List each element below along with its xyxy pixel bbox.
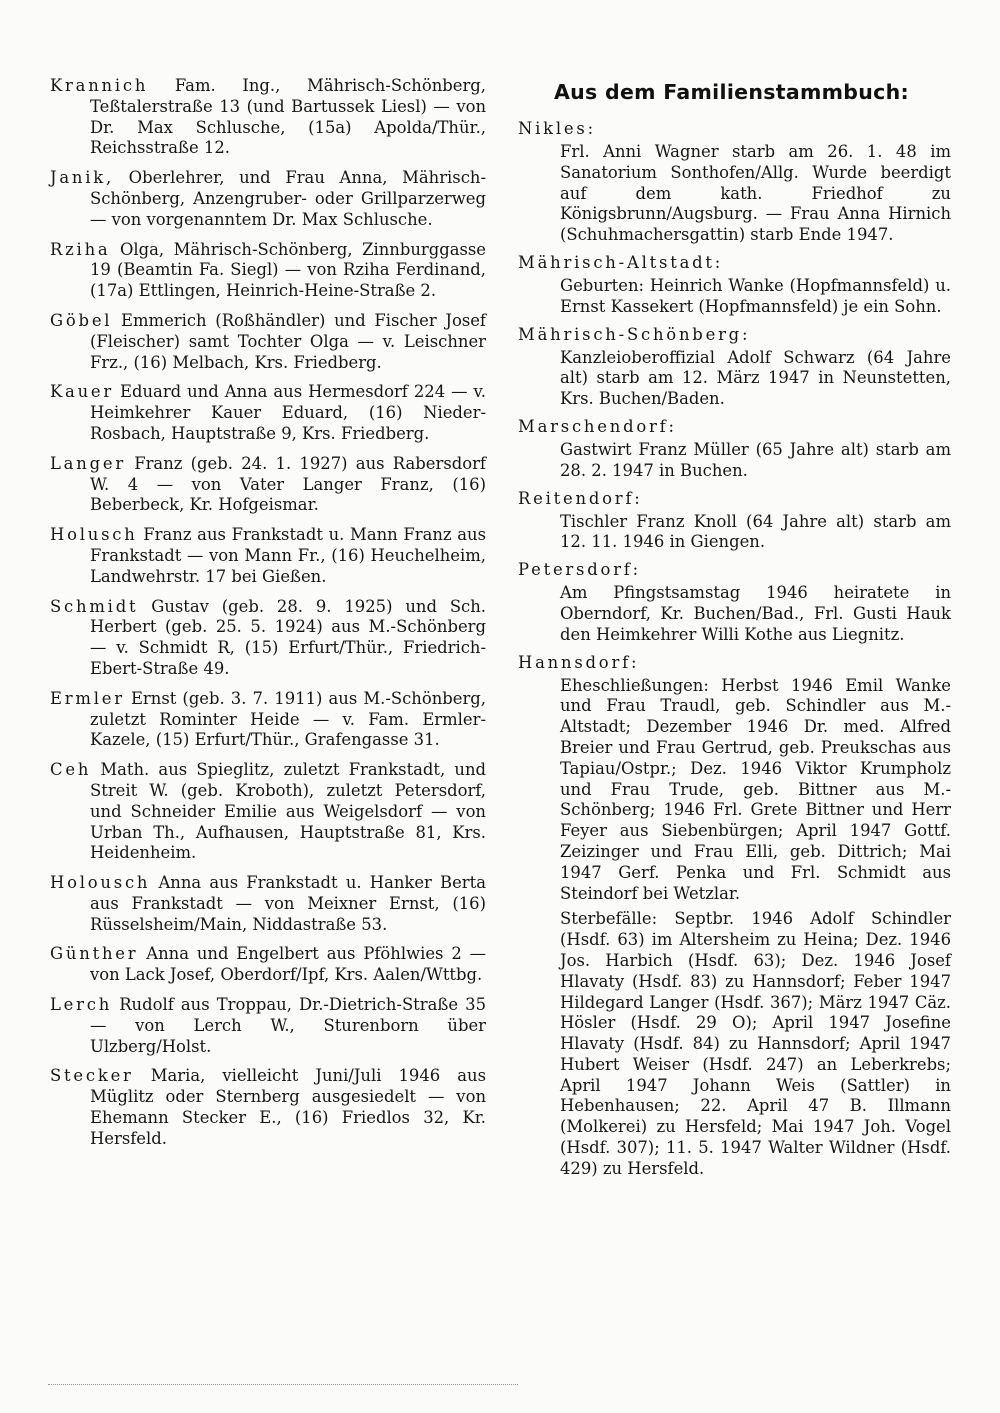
entry-text: Anna und Engelbert aus Pföhlwies 2 — von Lack Josef, Oberdorf/Ipf, Krs. Aalen/Wttbg. [90,944,486,985]
place-name: Reitendorf: [518,488,643,508]
entry-name: Langer [50,453,126,473]
search-entry [50,1066,486,1149]
place-name: Mährisch-Altstadt: [518,252,724,272]
place-section [518,416,951,482]
entry-name: Krannich [50,76,149,95]
family-register-column [518,76,951,1186]
entry-text: Anna aus Frankstadt u. Hanker Berta aus Frankstadt — von Meixner Ernst, (16) Rüsselsheim/Main, Niddastraße 53. [90,873,486,934]
search-entry [50,760,486,864]
search-entry [50,689,486,751]
entry-name: Ermler [50,688,125,708]
entry-text: Math. aus Spieglitz, zuletzt Frankstadt, und Streit W. (geb. Kroboth), zuletzt Petersdorf, und Schneider Emilie aus Weigelsdorf — von Urban Th., Aufhausen, Hauptstraße 81, Krs. Heidenheim. [90,760,486,863]
entry-text: Eduard und Anna aus Hermesdorf 224 — v. Heimkehrer Kauer Eduard, (16) Nieder-Rosbach, Hauptstraße 9, Krs. Friedberg. [90,382,486,443]
entry-name: Göbel [50,310,113,330]
footer-divider [48,1384,518,1385]
entry-name: Stecker [50,1066,134,1086]
entry-text: Rudolf aus Troppau, Dr.-Dietrich-Straße 35 — von Lerch W., Sturenborn über Ulzberg/Holst. [90,995,486,1056]
search-entry [50,525,486,587]
place-name: Petersdorf: [518,560,641,580]
entry-text: Maria, vielleicht Juni/Juli 1946 aus Müglitz oder Sternberg ausgesiedelt — von Ehemann Stecker E., (16) Friedlos 32, Kr. Hersfeld. [90,1066,486,1148]
search-entry [50,995,486,1057]
register-paragraph: Frl. Anni Wagner starb am 26. 1. 48 im Sanatorium Sonthofen/Allg. Wurde beerdigt auf dem kath. Friedhof zu Königsbrunn/Augsburg. — Frau Anna Hirnich (Schuhmachersgattin) starb Ende 1947. [560,142,951,245]
search-entry [50,597,486,680]
entry-text: Gustav (geb. 28. 9. 1925) und Sch. Herbert (geb. 25. 5. 1924) aus M.-Schönberg — v. Schmidt R, (15) Erfurt/Thür., Friedrich-Ebert-Straße 49. [90,596,486,678]
place-section [518,652,951,1180]
entry-text: Emmerich (Roßhändler) und Fischer Josef (Fleischer) samt Tochter Olga — v. Leischner Frz., (16) Melbach, Krs. Friedberg. [90,310,486,372]
register-paragraph: Eheschließungen: Herbst 1946 Emil Wanke und Frau Traudl, geb. Schindler aus M.-Altstadt; Dezember 1946 Dr. med. Alfred Breier und Frau Gertrud, geb. Preukschas aus Tapiau/Ostpr.; Dez. 1946 Viktor Krumpholz und Frau Trude, geb. Bittner aus M.-Schönberg; 1946 Frl. Grete Bittner und Herr Feyer aus Siebenbürgen; April 1947 Gottf. Zeizinger und Frau Elli, geb. Dittrich; Mai 1947 Gerf. Penka und Frl. Schmidt aus Steindorf bei Wetzlar. [560,675,951,903]
register-paragraph: Gastwirt Franz Müller (65 Jahre alt) starb am 28. 2. 1947 in Buchen. [560,439,951,480]
entry-text: Franz aus Frankstadt u. Mann Franz aus Frankstadt — von Mann Fr., (16) Heuchelheim, Landwehrstr. 17 bei Gießen. [90,525,486,586]
place-section [518,559,951,645]
register-paragraph: Geburten: Heinrich Wanke (Hopfmannsfeld) u. Ernst Kassekert (Hopfmannsfeld) je ein Sohn. [560,275,951,316]
search-entry [50,944,486,986]
search-entry [50,76,486,159]
entry-name: Holousch [50,873,151,893]
place-section [518,324,951,410]
entry-name: Lerch [50,995,113,1015]
entry-name: Holusch [50,525,138,545]
entry-name: Kauer [50,382,115,402]
search-entry [50,382,486,444]
register-paragraph: Kanzleioberoffizial Adolf Schwarz (64 Jahre alt) starb am 12. März 1947 in Neunstetten, Krs. Buchen/Baden. [560,347,951,409]
register-paragraph: Tischler Franz Knoll (64 Jahre alt) starb am 12. 11. 1946 in Giengen. [560,511,951,552]
entry-name: Janik, [50,168,115,188]
entry-text: Olga, Mährisch-Schönberg, Zinnburggasse 19 (Beamtin Fa. Siegl) — von Rziha Ferdinand, (17a) Ettlingen, Heinrich-Heine-Straße 2. [90,239,486,301]
search-entry [50,240,486,302]
entry-text: Fam. Ing., Mährisch-Schönberg, Teßtalerstraße 13 (und Bartussek Liesl) — von Dr. Max Schlusche, (15a) Apolda/Thür., Reichsstraße 12. [90,76,486,158]
entry-name: Günther [50,944,139,964]
entry-name: Rziha [50,239,111,259]
entry-text: Ernst (geb. 3. 7. 1911) aus M.-Schönberg, zuletzt Rominter Heide — v. Fam. Ermler-Kazele, (15) Erfurt/Thür., Grafengasse 31. [90,688,486,750]
entry-name: Ceh [50,760,92,780]
register-paragraph: Am Pfingstsamstag 1946 heiratete in Oberndorf, Kr. Buchen/Bad., Frl. Gusti Hauk den Heimkehrer Willi Kothe aus Liegnitz. [560,583,951,644]
place-section [518,488,951,554]
entry-text: Oberlehrer, und Frau Anna, Mährisch-Schönberg, Anzengruber- oder Grillparzerweg — von vorgenanntem Dr. Max Schlusche. [90,168,486,229]
entry-name: Schmidt [50,596,139,616]
missing-persons-column [50,76,486,1159]
search-entry [50,168,486,230]
place-section [518,118,951,246]
place-name: Marschendorf: [518,416,677,436]
search-entry [50,311,486,373]
search-entry [50,873,486,935]
place-name: Mährisch-Schönberg: [518,324,751,344]
register-paragraph: Sterbefälle: Septbr. 1946 Adolf Schindler (Hsdf. 63) im Altersheim zu Heina; Dez. 1946 Jos. Harbich (Hsdf. 63); Dez. 1946 Josef Hlavaty (Hsdf. 83) zu Hannsdorf; Feber 1947 Hildegard Langer (Hsdf. 367); März 1947 Cäz. Hösler (Hsdf. 29 O); April 1947 Josefine Hlavaty (Hsdf. 84) zu Hannsdorf; April 1947 Hubert Weiser (Hsdf. 247) an Leberkrebs; April 1947 Johann Weis (Sattler) in Hebenhausen; 22. April 47 B. Illmann (Molkerei) zu Hersfeld; Mai 1947 Joh. Vogel (Hsdf. 307); 11. 5. 1947 Walter Wildner (Hsdf. 429) zu Hersfeld. [560,909,951,1178]
entry-text: Franz (geb. 24. 1. 1927) aus Rabersdorf W. 4 — von Vater Langer Franz, (16) Beberbeck, Kr. Hofgeismar. [90,453,486,515]
place-name: Nikles: [518,119,596,138]
place-name: Hannsdorf: [518,652,640,672]
place-section [518,252,951,318]
search-entry [50,454,486,516]
section-heading: Aus dem Familienstammbuch: [554,80,910,104]
